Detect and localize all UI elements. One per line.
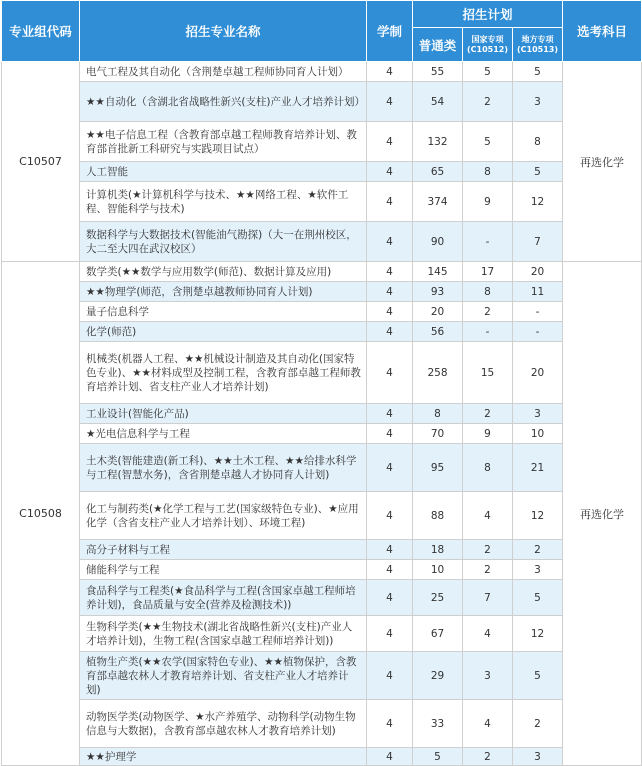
major-name: 动物医学类(动物医学、★水产养殖学、动物科学(动物生物信息与大数据)，含教育部卓越农林人才教育培养计划) [80,700,367,748]
duration: 4 [367,82,413,122]
national-count: 2 [463,748,513,766]
local-count: 8 [513,122,563,162]
header-national-line2: (C10512) [466,44,508,54]
duration: 4 [367,616,413,652]
major-name: 数据科学与大数据技术(智能油气勘探)（大一在荆州校区，大二至大四在武汉校区） [80,222,367,262]
regular-count: 95 [413,444,463,492]
regular-count: 55 [413,62,463,82]
local-count: 5 [513,580,563,616]
table-row [2,492,642,540]
local-count: - [513,302,563,322]
national-count: 17 [463,262,513,282]
regular-count: 18 [413,540,463,560]
duration: 4 [367,700,413,748]
subject-requirement: 再选化学 [563,62,642,262]
major-name: 计算机类(★计算机科学与技术、★★网络工程、★软件工程、智能科学与技术) [80,182,367,222]
header-subject: 选考科目 [563,1,642,62]
duration: 4 [367,748,413,766]
national-count: 4 [463,492,513,540]
table-row [2,444,642,492]
header-local [513,28,563,62]
table-row [2,262,642,282]
table-row [2,222,642,262]
national-count: 2 [463,302,513,322]
duration: 4 [367,182,413,222]
major-name: 储能科学与工程 [80,560,367,580]
duration: 4 [367,322,413,342]
regular-count: 25 [413,580,463,616]
duration: 4 [367,652,413,700]
local-count: 12 [513,492,563,540]
local-count: 11 [513,282,563,302]
local-count: 5 [513,62,563,82]
header-plan: 招生计划 [413,1,563,28]
table-row [2,424,642,444]
national-count: 4 [463,616,513,652]
duration: 4 [367,560,413,580]
major-name: 工业设计(智能化产品) [80,404,367,424]
national-count: 9 [463,424,513,444]
table-row [2,302,642,322]
national-count: 2 [463,404,513,424]
local-count: 3 [513,748,563,766]
header-local-line2: (C10513) [517,44,559,54]
table-row [2,540,642,560]
major-name: 食品科学与工程类(★食品科学与工程(含国家卓越工程师培养计划)，食品质量与安全(营养及检测技术)) [80,580,367,616]
major-name: 化学(师范) [80,322,367,342]
table-header [2,1,642,62]
table-body [2,62,642,766]
local-count: 21 [513,444,563,492]
regular-count: 258 [413,342,463,404]
duration: 4 [367,404,413,424]
regular-count: 20 [413,302,463,322]
table-row [2,322,642,342]
duration: 4 [367,342,413,404]
table-row [2,560,642,580]
duration: 4 [367,62,413,82]
local-count: 10 [513,424,563,444]
national-count: 15 [463,342,513,404]
local-count: 2 [513,540,563,560]
local-count: 12 [513,182,563,222]
duration: 4 [367,302,413,322]
major-name: 量子信息科学 [80,302,367,322]
duration: 4 [367,162,413,182]
national-count: 7 [463,580,513,616]
group-code: C10507 [2,62,80,262]
regular-count: 56 [413,322,463,342]
table-row [2,616,642,652]
national-count: 8 [463,444,513,492]
regular-count: 33 [413,700,463,748]
regular-count: 65 [413,162,463,182]
table-row [2,748,642,766]
duration: 4 [367,262,413,282]
local-count: 3 [513,404,563,424]
major-name: ★★电子信息工程（含教育部卓越工程师教育培养计划、教育部首批新工科研究与实践项目试点） [80,122,367,162]
regular-count: 10 [413,560,463,580]
major-name: 土木类(智能建造(新工科)、★★土木工程、★★给排水科学与工程(智慧水务)，含省荆楚卓越人才协同育人计划) [80,444,367,492]
major-name: 高分子材料与工程 [80,540,367,560]
duration: 4 [367,540,413,560]
national-count: 9 [463,182,513,222]
duration: 4 [367,424,413,444]
major-name: 植物生产类(★★农学(国家特色专业)、★★植物保护，含教育部卓越农林人才教育培养计划、省支柱产业人才培养计划) [80,652,367,700]
table-row [2,182,642,222]
header-group-code: 专业组代码 [2,1,80,62]
local-count: 3 [513,560,563,580]
local-count: 7 [513,222,563,262]
national-count: 2 [463,82,513,122]
regular-count: 5 [413,748,463,766]
table-row [2,652,642,700]
local-count: 5 [513,162,563,182]
regular-count: 54 [413,82,463,122]
duration: 4 [367,282,413,302]
major-name: 数学类(★★数学与应用数学(师范)、数据计算及应用) [80,262,367,282]
major-name: ★★自动化（含湖北省战略性新兴(支柱)产业人才培养计划） [80,82,367,122]
header-duration: 学制 [367,1,413,62]
table-row [2,122,642,162]
regular-count: 8 [413,404,463,424]
table-row [2,342,642,404]
table-row [2,700,642,748]
duration: 4 [367,122,413,162]
national-count: 2 [463,560,513,580]
regular-count: 132 [413,122,463,162]
national-count: 8 [463,282,513,302]
table-row [2,62,642,82]
local-count: 12 [513,616,563,652]
header-regular: 普通类 [413,28,463,62]
local-count: 20 [513,342,563,404]
header-national [463,28,513,62]
national-count: 5 [463,122,513,162]
header-national-line1: 国家专项 [471,34,504,44]
duration: 4 [367,580,413,616]
header-major-name: 招生专业名称 [80,1,367,62]
admission-plan-table [1,0,642,766]
major-name: 人工智能 [80,162,367,182]
table-row [2,404,642,424]
subject-requirement: 再选化学 [563,262,642,766]
national-count: 3 [463,652,513,700]
national-count: 2 [463,540,513,560]
regular-count: 145 [413,262,463,282]
local-count: - [513,322,563,342]
national-count: 5 [463,62,513,82]
regular-count: 93 [413,282,463,302]
table-row [2,82,642,122]
major-name: ★★护理学 [80,748,367,766]
regular-count: 88 [413,492,463,540]
duration: 4 [367,444,413,492]
regular-count: 67 [413,616,463,652]
local-count: 5 [513,652,563,700]
table-row [2,162,642,182]
major-name: ★★物理学(师范，含荆楚卓越教师协同育人计划) [80,282,367,302]
group-code: C10508 [2,262,80,766]
major-name: 化工与制药类(★化学工程与工艺(国家级特色专业)、★应用化学（含省支柱产业人才培养计划）、环境工程) [80,492,367,540]
table-row [2,580,642,616]
major-name: 电气工程及其自动化（含荆楚卓越工程师协同育人计划） [80,62,367,82]
major-name: ★光电信息科学与工程 [80,424,367,444]
national-count: 4 [463,700,513,748]
header-local-line1: 地方专项 [521,34,554,44]
local-count: 3 [513,82,563,122]
national-count: - [463,322,513,342]
regular-count: 70 [413,424,463,444]
regular-count: 90 [413,222,463,262]
table-row [2,282,642,302]
regular-count: 374 [413,182,463,222]
national-count: 8 [463,162,513,182]
duration: 4 [367,222,413,262]
major-name: 机械类(机器人工程、★★机械设计制造及其自动化(国家特色专业)、★★材料成型及控制工程，含教育部卓越工程师教育培养计划、省支柱产业人才培养计划) [80,342,367,404]
local-count: 20 [513,262,563,282]
national-count: - [463,222,513,262]
major-name: 生物科学类(★★生物技术(湖北省战略性新兴(支柱)产业人才培养计划)，生物工程(含国家卓越工程师培养计划)) [80,616,367,652]
regular-count: 29 [413,652,463,700]
duration: 4 [367,492,413,540]
local-count: 2 [513,700,563,748]
